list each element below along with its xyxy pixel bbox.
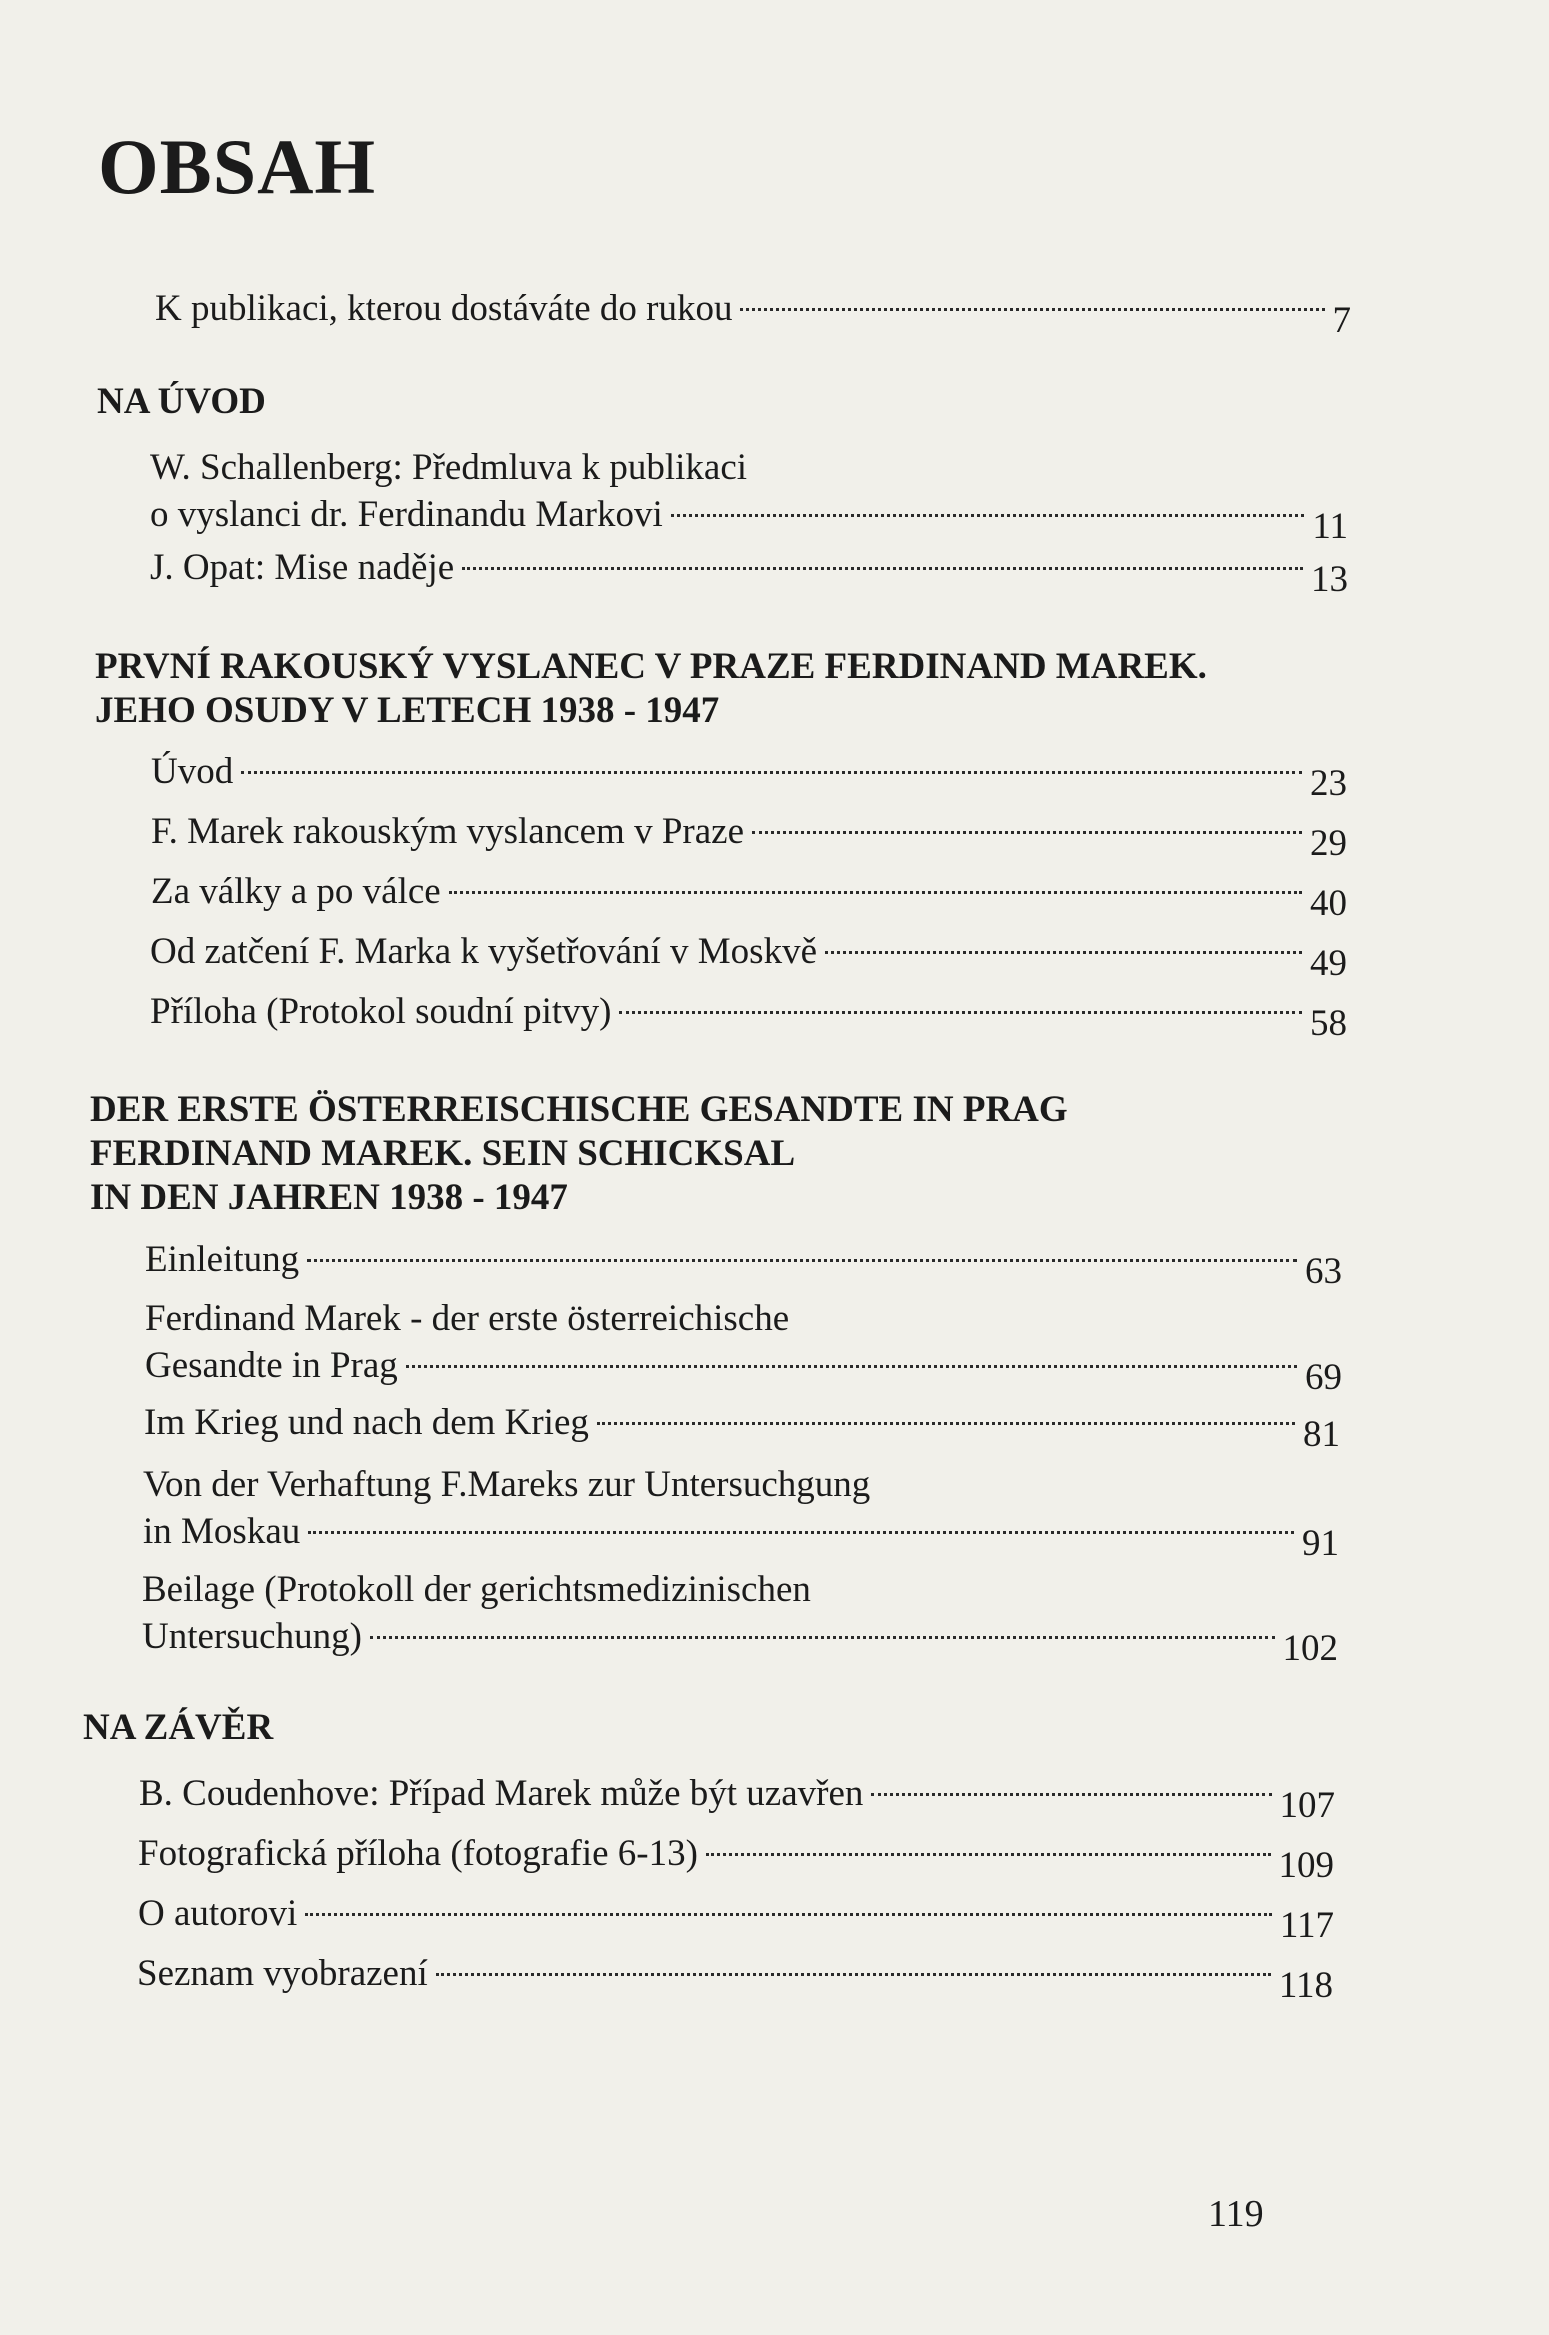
toc-entry[interactable] [143, 1461, 1339, 1564]
section-heading-line: JEHO OSUDY V LETECH 1938 - 1947 [95, 690, 720, 731]
toc-entry-line [150, 988, 1347, 1044]
dot-leader [752, 831, 1302, 834]
toc-page-number: 58 [1310, 1003, 1347, 1044]
dot-leader [449, 891, 1302, 894]
toc-page-number: 13 [1311, 559, 1348, 600]
toc-entry-title: Fotografická příloha (fotografie 6-13) [138, 1833, 698, 1874]
dot-leader [597, 1422, 1295, 1425]
toc-entry-title: o vyslanci dr. Ferdinandu Markovi [150, 494, 663, 535]
toc-entry-title: Gesandte in Prag [145, 1345, 398, 1386]
toc-page-number: 102 [1282, 1628, 1338, 1669]
toc-entry-intro[interactable] [155, 285, 1351, 341]
toc-entry-line [150, 928, 1347, 984]
toc-page-number: 63 [1305, 1251, 1342, 1292]
toc-page-number: 81 [1303, 1414, 1340, 1455]
section-heading-line: FERDINAND MAREK. SEIN SCHICKSAL [90, 1133, 796, 1174]
toc-page-number: 40 [1310, 883, 1347, 924]
toc-entry-title: Seznam vyobrazení [137, 1953, 428, 1994]
toc-entry[interactable] [150, 928, 1347, 984]
toc-page-number: 109 [1278, 1845, 1334, 1886]
page-title: OBSAH [98, 123, 377, 210]
section-heading-na-zaver [83, 1706, 273, 1750]
toc-page-number: 118 [1278, 1965, 1333, 2006]
section-heading-na-uvod [97, 380, 266, 424]
toc-entry-line [145, 1342, 1342, 1398]
toc-entry-title: J. Opat: Mise naděje [150, 547, 455, 588]
dot-leader [370, 1636, 1275, 1639]
toc-entry-title: F. Marek rakouským vyslancem v Praze [151, 811, 744, 852]
section-heading-line: IN DEN JAHREN 1938 - 1947 [90, 1177, 568, 1218]
toc-page-number: 49 [1310, 943, 1347, 984]
dot-leader [307, 1259, 1297, 1262]
toc-entry[interactable] [142, 1566, 1338, 1669]
toc-entry-line [151, 748, 1347, 804]
section-heading-line: DER ERSTE ÖSTERREISCHISCHE GESANDTE IN PRAG [90, 1089, 1068, 1130]
toc-entry-line [150, 544, 1348, 600]
toc-entry[interactable] [137, 1950, 1333, 2006]
dot-leader [871, 1793, 1271, 1796]
toc-entry-title: Od zatčení F. Marka k vyšetřování v Moskvě [150, 931, 817, 972]
toc-entry-title: B. Coudenhove: Případ Marek může být uzavřen [139, 1773, 864, 1814]
dot-leader [740, 308, 1324, 311]
toc-entry[interactable] [144, 1399, 1340, 1455]
toc-entry[interactable] [151, 808, 1347, 864]
toc-entry-line [155, 285, 1351, 341]
toc-entry-line [137, 1950, 1333, 2006]
dot-leader [305, 1913, 1272, 1916]
toc-entry-title: K publikaci, kterou dostáváte do rukou [155, 288, 733, 329]
toc-entry[interactable] [151, 868, 1347, 924]
toc-page-number: 23 [1310, 763, 1347, 804]
toc-entry-line [139, 1770, 1335, 1826]
toc-entry[interactable] [139, 1770, 1335, 1826]
toc-page-number: 91 [1302, 1523, 1339, 1564]
toc-entry[interactable] [150, 988, 1347, 1044]
dot-leader [619, 1011, 1302, 1014]
toc-entry-title: O autorovi [138, 1893, 298, 1934]
toc-entry-title: Příloha (Protokol soudní pitvy) [150, 991, 612, 1032]
toc-entry-line [142, 1613, 1338, 1669]
toc-page-number: 11 [1312, 506, 1348, 547]
toc-entry-title-line: W. Schallenberg: Předmluva k publikaci [150, 447, 748, 488]
toc-entry-line [151, 808, 1347, 864]
toc-entry[interactable] [145, 1236, 1342, 1292]
toc-entry-line [138, 1830, 1334, 1886]
toc-entry-line [145, 1236, 1342, 1292]
toc-entry[interactable] [138, 1830, 1334, 1886]
toc-page-number: 29 [1310, 823, 1347, 864]
toc-entry[interactable] [150, 544, 1348, 600]
dot-leader [462, 567, 1303, 570]
dot-leader [308, 1531, 1294, 1534]
toc-entry[interactable] [150, 444, 1348, 547]
section-heading-line: NA ÚVOD [97, 381, 266, 422]
dot-leader [241, 771, 1302, 774]
toc-entry-title: Za války a po válce [151, 871, 441, 912]
toc-entry-title: Im Krieg und nach dem Krieg [144, 1402, 589, 1443]
dot-leader [406, 1365, 1297, 1368]
toc-page-number: 117 [1279, 1905, 1334, 1946]
dot-leader [671, 514, 1305, 517]
dot-leader [436, 1973, 1271, 1976]
toc-page-number: 7 [1332, 300, 1351, 341]
toc-entry[interactable] [151, 748, 1347, 804]
section-heading-line: PRVNÍ RAKOUSKÝ VYSLANEC V PRAZE FERDINAND MAREK. [95, 646, 1207, 687]
toc-entry-line [151, 868, 1347, 924]
dot-leader [706, 1853, 1271, 1856]
folio-page-number: 119 [1208, 2193, 1264, 2235]
toc-entry-title: Úvod [151, 751, 234, 792]
toc-entry-line [143, 1508, 1339, 1564]
dot-leader [825, 951, 1302, 954]
toc-entry-line [144, 1399, 1340, 1455]
toc-entry-title-line: Ferdinand Marek - der erste österreichische [145, 1298, 790, 1339]
toc-entry-line [138, 1890, 1334, 1946]
toc-entry-title: Einleitung [145, 1239, 300, 1280]
toc-entry[interactable] [138, 1890, 1334, 1946]
toc-page-number: 69 [1305, 1357, 1342, 1398]
section-heading-prvni-rakousky-vyslanec [95, 645, 1207, 733]
section-heading-der-erste-gesandte [90, 1088, 1068, 1220]
toc-entry-title-line: Von der Verhaftung F.Mareks zur Untersuchgung [143, 1464, 871, 1505]
toc-entry-title: Untersuchung) [142, 1616, 362, 1657]
toc-entry[interactable] [145, 1295, 1342, 1398]
toc-page-number: 107 [1279, 1785, 1335, 1826]
section-heading-line: NA ZÁVĚR [83, 1707, 274, 1748]
toc-entry-title-line: Beilage (Protokoll der gerichtsmedizinischen [142, 1569, 811, 1610]
toc-entry-title: in Moskau [143, 1511, 301, 1552]
toc-entry-line [150, 491, 1348, 547]
